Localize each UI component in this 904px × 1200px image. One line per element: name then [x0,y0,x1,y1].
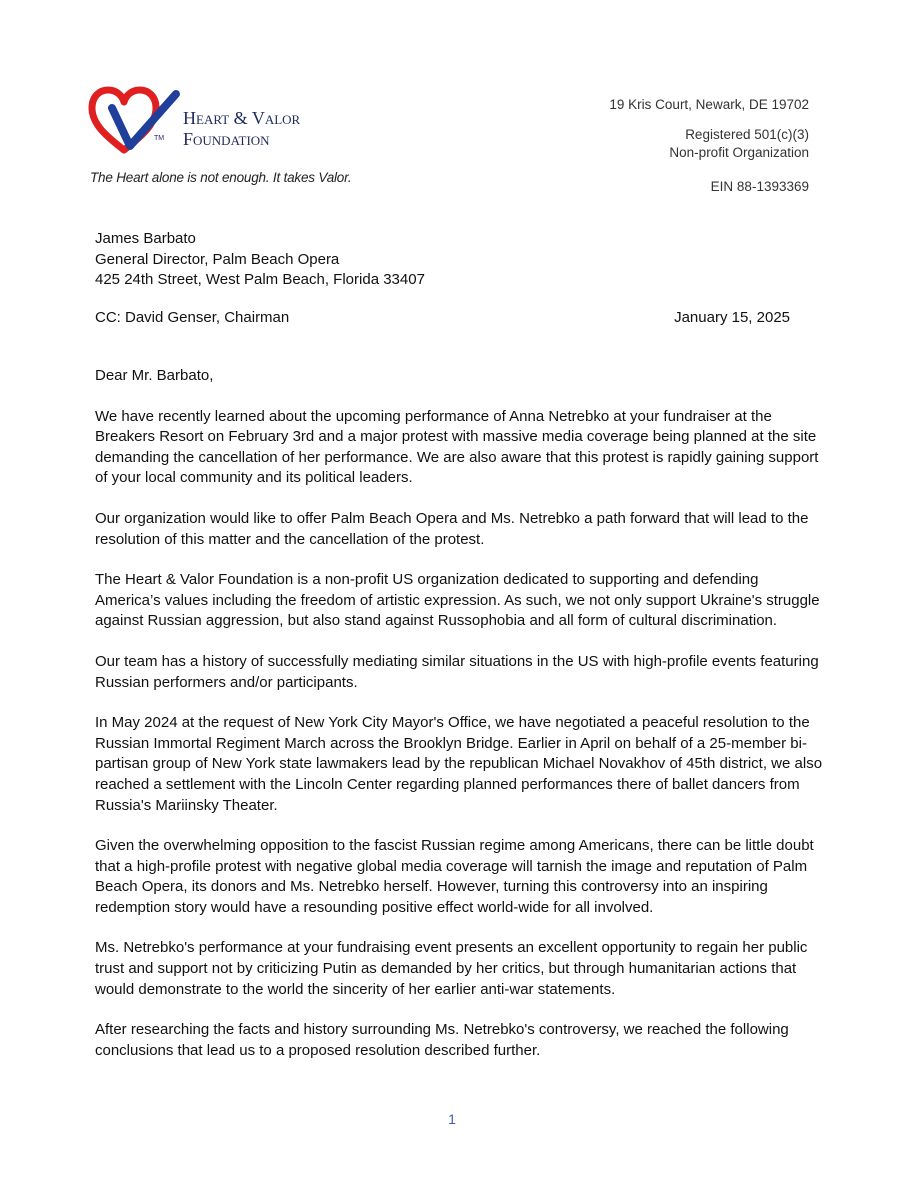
recipient-name: James Barbato [95,230,196,247]
paragraph: Our organization would like to offer Palm Beach Opera and Ms. Netrebko a path forward that will lead to the resolution of this matter and the cancellation of the protest. [95,509,809,548]
recipient-address: 425 24th Street, West Palm Beach, Florida 33407 [95,271,425,289]
org-name-line2: Foundation [183,129,270,149]
page-number: 1 [448,1111,456,1127]
recipient-block [95,229,825,291]
org-name-line1: Heart & Valor [183,108,301,128]
heart-valor-logo [86,84,182,156]
paragraph: Ms. Netrebko's performance at your fundraising event presents an excellent opportunity to regain her public trust and support not by criticizing Putin as demanded by her critics, but through humanitarian actions that would demonstrate to the world the sincerity of her earlier anti-war statements. [95,939,808,998]
cc-line: CC: David Genser, Chairman [95,309,290,326]
letter-date: January 15, 2025 [674,309,790,326]
paragraph: Given the overwhelming opposition to the fascist Russian regime among Americans, there can be little doubt that a high-profile protest with negative global media coverage will tarnish the image and reputation of Palm Beach Opera, its donors and Ms. Netrebko herself. However, turning this controversy into an inspiring redemption story would have a resounding positive effect world-wide for all involved. [95,837,814,916]
letter-body [95,366,825,1081]
paragraph: Our team has a history of successfully mediating similar situations in the US with high-profile events featuring Russian performers and/or participants. [95,652,819,691]
tagline: The Heart alone is not enough. It takes Valor. [90,170,352,185]
paragraph: After researching the facts and history surrounding Ms. Netrebko's controversy, we reached the following conclusions that lead us to a proposed resolution described further. [95,1021,789,1059]
registration-line1: Registered 501(c)(3) [685,127,809,142]
ein-number: EIN 88-1393369 [710,179,809,194]
org-address: 19 Kris Court, Newark, DE 19702 [609,97,809,112]
registration-line2: Non-profit Organization [669,145,809,160]
paragraph: In May 2024 at the request of New York City Mayor's Office, we have negotiated a peaceful resolution to the Russian Immortal Regiment March across the Brooklyn Bridge. Earlier in April on behalf of a 25-member bi-partisan group of New York state lawmakers lead by the republican Michael Novakhov of 45th district, we also reached a settlement with the Lincoln Center regarding planned performances there of ballet dancers from Russia's Mariinsky Theater. [95,714,823,814]
paragraph: We have recently learned about the upcoming performance of Anna Netrebko at your fundraiser at the Breakers Resort on February 3rd and a major protest with massive media coverage being planned at the site demanding the cancellation of her performance. We are also aware that this protest is rapidly gaining support of your local community and its political leaders. [95,407,819,487]
trademark-mark: TM [154,135,165,142]
paragraph: The Heart & Valor Foundation is a non-profit US organization dedicated to supporting and defending America’s values including the freedom of artistic expression. As such, we not only support Ukraine's struggle against Russian aggression, but also stand against Russophobia and all form of cultural discrimination. [95,571,820,630]
salutation: Dear Mr. Barbato, [95,367,214,384]
cc-date-row [95,309,790,326]
letterhead-address-block [609,96,809,196]
recipient-title: General Director, Palm Beach Opera [95,250,340,268]
organization-name [183,108,333,150]
